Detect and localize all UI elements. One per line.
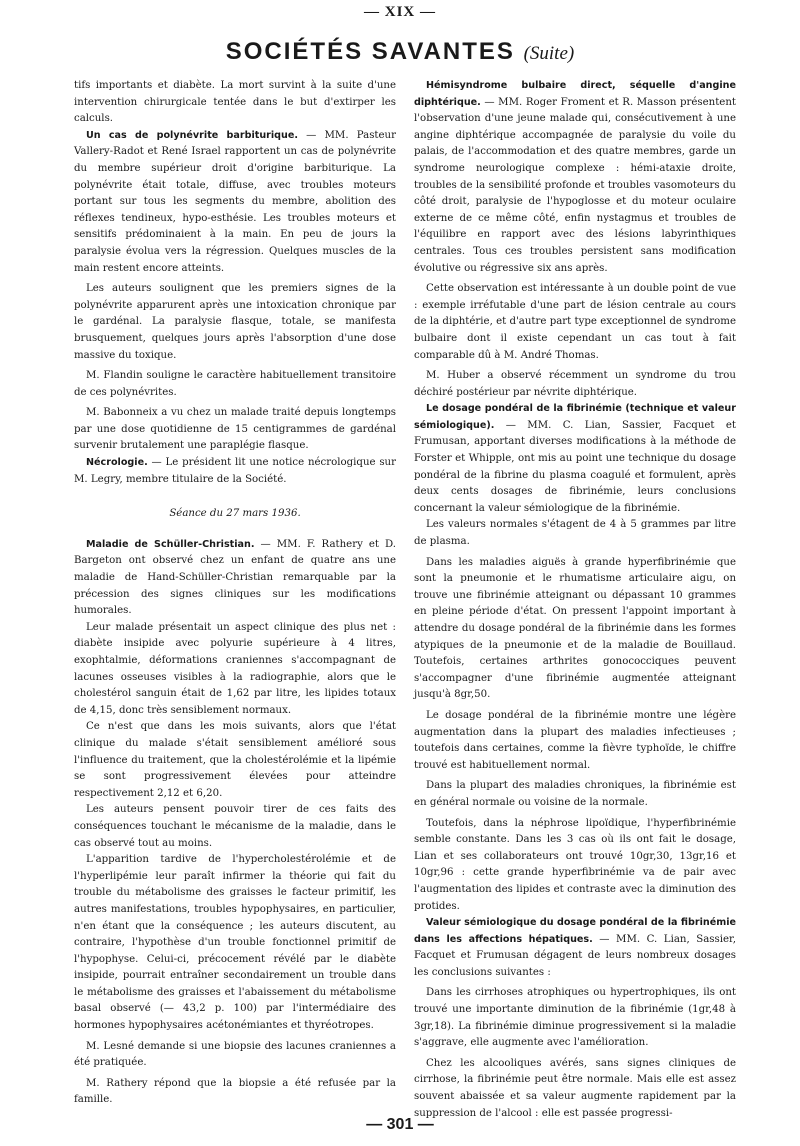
paragraph bbox=[414, 401, 736, 517]
right-column bbox=[414, 78, 736, 1122]
section-heading: Maladie de Schüller-Christian. bbox=[86, 538, 255, 550]
paragraph: M. Babonneix a vu chez un malade traité depuis longtemps par une dose quotidienne de 15 centigrammes de gardénal survenir brutalement une paraplégie flasque. bbox=[74, 407, 396, 452]
paragraph: Toutefois, dans la néphrose lipoïdique, l'hyperfibrinémie semble constante. Dans les 3 cas où ils ont fait le dosage, Lian et ses collaborateurs ont trouvé 10gr,30, 13gr,16 et 10gr,96 : cette grande hyperfibrinémie va de pair avec l'augmentation des lipides et contraste avec la diminution des protides. bbox=[414, 817, 736, 912]
paragraph bbox=[74, 455, 396, 488]
paragraph: Les valeurs normales s'étagent de 4 à 5 grammes par litre de plasma. bbox=[414, 519, 736, 548]
paragraph: tifs importants et diabète. La mort survint à la suite d'une intervention chirurgicale tentée dans le but d'extirper les calculs. bbox=[74, 80, 396, 125]
paragraph-text: — Le président lit une notice nécrologique sur M. Legry, membre titulaire de la Société. bbox=[74, 457, 396, 485]
paragraph: M. Huber a observé récemment un syndrome du trou déchiré postérieur par névrite diphtérique. bbox=[414, 370, 736, 398]
running-head-title: SOCIÉTÉS SAVANTES bbox=[225, 38, 515, 65]
paragraph bbox=[74, 537, 396, 620]
paragraph: Leur malade présentait un aspect clinique des plus net : diabète insipide avec polyurie supérieure à 4 litres, exophtalmie, déformations craniennes s'accompagnant de lacunes osseuses visibles à la radiographie, alors que le cholestérol sanguin était de 1,62 par litre, les lipides totaux de 4,15, donc très sensiblement normaux. bbox=[74, 621, 396, 716]
paragraph-text: — MM. C. Lian, Sassier, Facquet et Frumusan, apportant diverses modifications à la méthode de Forster et Whipple, ont mis au point une technique du dosage pondéral de la fibrine du plasma coagulé et formulent, après deux cents dosages de fibrinémie, leurs conclusions concernant la valeur sémiologique de la fibrinémie. bbox=[414, 419, 736, 514]
paragraph: Dans la plupart des maladies chroniques, la fibrinémie est en général normale ou voisine de la normale. bbox=[414, 780, 736, 808]
paragraph bbox=[414, 78, 736, 277]
paragraph: Les auteurs soulignent que les premiers signes de la polynévrite apparurent après une intoxication chronique par le gardénal. La paralysie flasque, totale, se manifesta brusquement, quelques jours après l'absorption d'une dose massive du toxique. bbox=[74, 283, 396, 361]
paragraph: M. Rathery répond que la biopsie a été refusée par la famille. bbox=[74, 1077, 396, 1106]
paragraph: Dans les maladies aiguës à grande hyperfibrinémie que sont la pneumonie et le rhumatisme articulaire aigu, on trouve une fibrinémie atteignant ou dépassant 10 grammes en pleine période d'état. On pressent l'appoint important à attendre du dosage pondéral de la fibrinémie dans les formes atypiques de la pneumonie et de la maladie de Bouillaud. Toutefois, certaines arthrites gonococciques peuvent s'accompagner d'une fibrinémie augmentée atteignant jusqu'à 8gr,50. bbox=[414, 556, 736, 701]
section-heading: Un cas de polynévrite barbiturique. bbox=[86, 129, 299, 141]
paragraph-text: — MM. C. Lian, Sassier, Facquet et Frumusan dégagent de leurs nombreux dosages les conclusions suivantes : bbox=[414, 933, 736, 978]
paragraph: Dans les cirrhoses atrophiques ou hypertrophiques, ils ont trouvé une importante diminution de la fibrinémie (1gr,48 à 3gr,18). La fibrinémie diminue progressivement si la maladie s'aggrave, elle augmente avec l'amélioration. bbox=[414, 987, 736, 1049]
paragraph: Chez les alcooliques avérés, sans signes cliniques de cirrhose, la fibrinémie peut être normale. Mais elle est assez souvent abaissée et sa valeur augmente rapidement par la suppression de l'alcool : elle est passée progressi- bbox=[414, 1057, 736, 1119]
section-heading: Valeur sémiologique du dosage pondéral de la fibrinémie dans les affections hépatiques. bbox=[414, 917, 736, 945]
paragraph-text: — MM. Pasteur Vallery-Radot et René Israel rapportent un cas de polynévrite du membre supérieur droit d'origine barbiturique. La polynévrite était totale, diffuse, avec troubles moteurs portant sur tous les segments du membre, abolition des réflexes tendineux, hypo-esthésie. Les troubles moteurs et sensitifs prédominaient à la main. En peu de jours la paralysie évolua vers la régression. Quelques muscles de la main restent encore atteints. bbox=[74, 129, 396, 274]
paragraph: L'apparition tardive de l'hypercholestérolémie et de l'hyperlipémie leur paraît infirmer la théorie qui fait du trouble du métabolisme des graisses le facteur primitif, les autres manifestations, troubles hypophysaires, en particulier, n'en étant que la conséquence ; les auteurs discutent, au contraire, l'hypothèse d'un trouble fonctionnel primitif de l'hypophyse. Celui-ci, précocement révélé par le diabète insipide, pourrait entraîner secondairement un trouble dans le métabolisme des graisses et l'abaissement du métabolisme basal observé (— 43,2 p. 100) par l'intermédiaire des hormones hypophysaires acétonémiantes et thyréotropes. bbox=[74, 854, 396, 1032]
section-heading: Nécrologie. bbox=[86, 457, 148, 469]
paragraph: Les auteurs pensent pouvoir tirer de ces faits des conséquences touchant le mécanisme de la maladie, dans le cas observé tout au moins. bbox=[74, 804, 396, 849]
paragraph: Cette observation est intéressante à un double point de vue : exemple irréfutable d'une part de lésion centrale au cours de la diphtérie, et d'autre part type exceptionnel de syndrome bulbaire dont il existe cependant un cas tout à fait comparable dû à M. André Thomas. bbox=[414, 283, 736, 361]
paragraph: Le dosage pondéral de la fibrinémie montre une légère augmentation dans la plupart des maladies infectieuses ; toutefois dans certaines, comme la fièvre typhoïde, le chiffre trouvé est habituellement normal. bbox=[414, 709, 736, 771]
section-heading: Hémisyndrome bulbaire direct, séquelle d'angine diphtérique. bbox=[414, 80, 736, 108]
running-head bbox=[0, 38, 800, 66]
paragraph bbox=[414, 915, 736, 981]
paragraph-text: — MM. Roger Froment et R. Masson présentent l'observation d'une jeune malade qui, consécutivement à une angine diphtérique accompagnée de paralysie du voile du palais, de l'accommodation et des quatre membres, garde un syndrome neurologique complexe : hémi-ataxie droite, troubles de la sensibilité profonde et troubles vasomoteurs du côté droit, paralysie de l'hypoglosse et du moteur oculaire externe de ce même côté, enfin nystagmus et troubles de l'équilibre en rapport avec des lésions labyrinthiques centrales. Tous ces troubles persistent sans modification évolutive ou régressive six ans après. bbox=[414, 96, 736, 274]
paragraph: Ce n'est que dans les mois suivants, alors que l'état clinique du malade s'était sensiblement amélioré sous l'influence du traitement, que la cholestérolémie et la lipémie se sont progressivement élevées pour atteindre respectivement 2,12 et 6,20. bbox=[74, 721, 396, 799]
left-column bbox=[74, 78, 396, 1109]
section-heading: Le dosage pondéral de la fibrinémie (technique et valeur sémiologique). bbox=[414, 403, 736, 431]
page-roman-numeral: — XIX — bbox=[363, 4, 436, 20]
paragraph bbox=[74, 128, 396, 277]
paragraph: M. Flandin souligne le caractère habituellement transitoire de ces polynévrites. bbox=[74, 370, 396, 398]
paragraph-text: — MM. F. Rathery et D. Bargeton ont observé chez un enfant de quatre ans une maladie de Hand-Schüller-Christian remarquable par la précession des signes cliniques sur les modifications humorales. bbox=[74, 538, 396, 617]
running-head-suite: (Suite) bbox=[523, 43, 575, 64]
page-number: — 301 — bbox=[366, 1116, 434, 1133]
session-heading: Séance du 27 mars 1936. bbox=[169, 508, 301, 520]
paragraph: M. Lesné demande si une biopsie des lacunes craniennes a été pratiquée. bbox=[74, 1040, 396, 1069]
